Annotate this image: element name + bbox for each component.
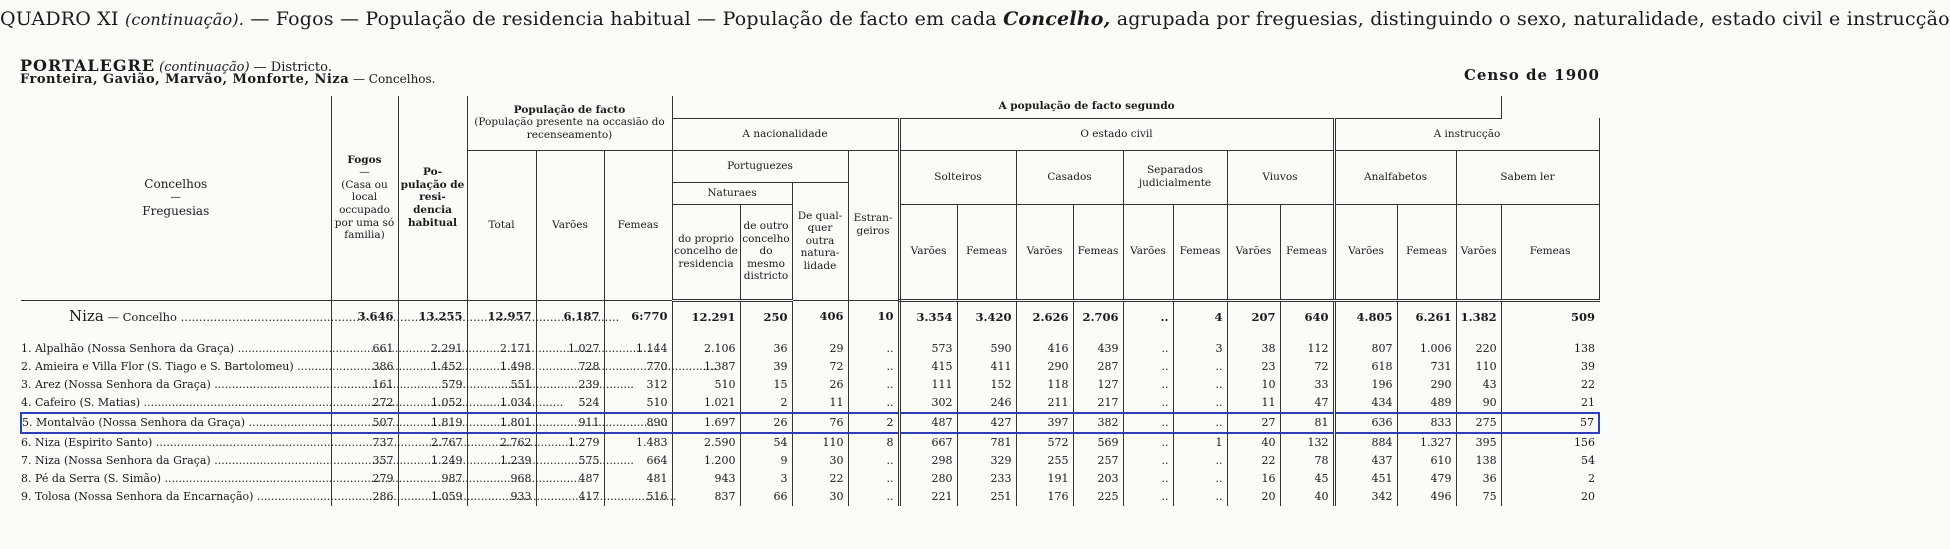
casados-femeas-header: Femeas (1073, 204, 1123, 300)
table-cell: 524 (536, 394, 604, 413)
table-cell: 138 (1456, 452, 1501, 470)
table-cell: .. (1123, 340, 1173, 358)
table-cell: 1.498 (467, 358, 536, 376)
table-cell: .. (1123, 358, 1173, 376)
table-cell: 618 (1334, 358, 1397, 376)
table-cell: 342 (1334, 488, 1397, 506)
table-cell: 661 (331, 340, 398, 358)
table-cell: 770 (604, 358, 672, 376)
table-cell: 807 (1334, 340, 1397, 358)
title-rest: agrupada por freguesias, distinguindo o sexo, naturalidade, estado civil e instrucção (1116, 8, 1950, 30)
table-cell: 1.034 (467, 394, 536, 413)
portuguezes-header: Portuguezes (672, 150, 848, 182)
table-cell: 220 (1456, 340, 1501, 358)
table-cell: 590 (957, 340, 1016, 358)
table-cell: 22 (792, 470, 848, 488)
table-cell: 8 (848, 433, 899, 452)
table-cell: 81 (1280, 413, 1334, 433)
table-cell: 225 (1073, 488, 1123, 506)
table-cell: 417 (536, 488, 604, 506)
table-cell: .. (1123, 452, 1173, 470)
table-cell: .. (1173, 470, 1227, 488)
table-cell: 250 (740, 300, 792, 332)
concelho-suffix: — Concelho (107, 310, 177, 324)
solteiros-femeas-header: Femeas (957, 204, 1016, 300)
analfabetos-femeas-header: Femeas (1397, 204, 1456, 300)
table-cell: .. (848, 470, 899, 488)
table-cell: 451 (1334, 470, 1397, 488)
table-cell: 610 (1397, 452, 1456, 470)
table-cell: .. (1123, 433, 1173, 452)
concelhos-suffix: — Concelhos. (352, 72, 436, 86)
table-cell: 837 (672, 488, 740, 506)
table-cell: 415 (899, 358, 957, 376)
table-cell: 54 (1501, 452, 1599, 470)
table-cell: .. (1173, 358, 1227, 376)
table-cell: 890 (604, 413, 672, 433)
casados-header: Casados (1016, 150, 1123, 204)
table-cell: 1.059 (398, 488, 467, 506)
table-cell: 6.187 (536, 300, 604, 332)
naturaes-header: Naturaes (672, 182, 792, 204)
table-cell: 90 (1456, 394, 1501, 413)
concelhos-header: Concelhos — Freguesias (21, 96, 331, 300)
table-row (21, 470, 1599, 488)
table-cell: 72 (792, 358, 848, 376)
table-cell: 298 (899, 452, 957, 470)
table-cell: 30 (792, 452, 848, 470)
separados-femeas-header: Femeas (1173, 204, 1227, 300)
table-cell: 23 (1227, 358, 1280, 376)
fogos-header: Fogos — (Casa ou local occupado por uma só familia) (331, 96, 398, 300)
table-cell: 152 (957, 376, 1016, 394)
table-cell: .. (1123, 394, 1173, 413)
table-cell: 286 (331, 488, 398, 506)
table-cell: 575 (536, 452, 604, 470)
table-cell: 6.261 (1397, 300, 1456, 332)
table-cell: .. (848, 376, 899, 394)
table-cell: 411 (957, 358, 1016, 376)
table-cell: 1.387 (672, 358, 740, 376)
table-cell: 667 (899, 433, 957, 452)
table-cell: 275 (1456, 413, 1501, 433)
table-cell: 3 (1173, 340, 1227, 358)
table-cell: 516 (604, 488, 672, 506)
table-cell: 10 (1227, 376, 1280, 394)
table-cell: 1.279 (536, 433, 604, 452)
nacionalidade-header: A nacionalidade (672, 118, 899, 150)
table-cell: 664 (604, 452, 672, 470)
table-cell: 1.697 (672, 413, 740, 433)
table-cell: 233 (957, 470, 1016, 488)
table-cell: 290 (1016, 358, 1073, 376)
census-table (20, 96, 1600, 506)
concelhos-line (20, 72, 436, 87)
table-row (21, 394, 1599, 413)
table-cell: 47 (1280, 394, 1334, 413)
table-cell: 884 (1334, 433, 1397, 452)
concelhos-list: Fronteira, Gavião, Marvão, Monforte, Niza (20, 72, 350, 87)
table-cell: 437 (1334, 452, 1397, 470)
freguesia-name: 4. Cafeiro (S. Matias) ..... (21, 394, 331, 413)
table-cell: 36 (740, 340, 792, 358)
table-cell: 11 (1227, 394, 1280, 413)
table-cell: 221 (899, 488, 957, 506)
table-cell: 72 (1280, 358, 1334, 376)
table-cell: 728 (536, 358, 604, 376)
proprio-header: do proprio concelho de residencia (672, 204, 740, 300)
table-cell: 1.006 (1397, 340, 1456, 358)
table-cell: 29 (792, 340, 848, 358)
table-cell: 118 (1016, 376, 1073, 394)
table-cell: 833 (1397, 413, 1456, 433)
table-cell: 3.420 (957, 300, 1016, 332)
table-cell: 3.354 (899, 300, 957, 332)
table-cell: 76 (792, 413, 848, 433)
table-cell: 416 (1016, 340, 1073, 358)
table-cell: .. (1173, 376, 1227, 394)
table-cell: 257 (1073, 452, 1123, 470)
table-cell: .. (1123, 470, 1173, 488)
varoes-header: Varões (536, 150, 604, 300)
freguesia-name: 6. Niza (Espirito Santo) ..... (21, 433, 331, 452)
table-cell: 26 (740, 413, 792, 433)
table-cell: 287 (1073, 358, 1123, 376)
table-cell: 138 (1501, 340, 1599, 358)
district-name: PORTALEGRE (20, 56, 156, 75)
freguesia-name: 5. Montalvão (Nossa Senhora da Graça) ..... (21, 413, 331, 433)
table-cell: 439 (1073, 340, 1123, 358)
freguesia-name: 1. Alpalhão (Nossa Senhora da Graça) ..... (21, 340, 331, 358)
table-cell: 2 (740, 394, 792, 413)
table-cell: 45 (1280, 470, 1334, 488)
table-cell: 1.144 (604, 340, 672, 358)
viuvos-varoes-header: Varões (1227, 204, 1280, 300)
table-cell: 2.706 (1073, 300, 1123, 332)
table-cell: 16 (1227, 470, 1280, 488)
table-cell: 191 (1016, 470, 1073, 488)
estado-civil-header: O estado civil (899, 118, 1334, 150)
table-cell: 1.452 (398, 358, 467, 376)
table-cell: .. (1123, 376, 1173, 394)
table-cell: 272 (331, 394, 398, 413)
table-cell: 39 (740, 358, 792, 376)
table-row (21, 452, 1599, 470)
table-cell: 26 (792, 376, 848, 394)
table-cell: 78 (1280, 452, 1334, 470)
table-cell: 731 (1397, 358, 1456, 376)
table-cell: 4 (1173, 300, 1227, 332)
table-row (21, 376, 1599, 394)
table-cell: 357 (331, 452, 398, 470)
table-cell: 161 (331, 376, 398, 394)
district-continuacao: (continuação) (159, 60, 250, 75)
page-title (0, 8, 1950, 30)
table-cell: 2.626 (1016, 300, 1073, 332)
table-cell: 1.200 (672, 452, 740, 470)
table-cell: 4.805 (1334, 300, 1397, 332)
solteiros-varoes-header: Varões (899, 204, 957, 300)
table-cell: .. (1173, 452, 1227, 470)
table-cell: 2.171 (467, 340, 536, 358)
census-label: Censo de 1900 (1463, 66, 1600, 84)
casados-varoes-header: Varões (1016, 204, 1073, 300)
table-cell: 110 (1456, 358, 1501, 376)
table-cell: 6:770 (604, 300, 672, 332)
table-cell: .. (848, 340, 899, 358)
table-cell: 509 (1501, 300, 1599, 332)
viuvos-femeas-header: Femeas (1280, 204, 1334, 300)
table-cell: .. (848, 394, 899, 413)
table-cell: 280 (899, 470, 957, 488)
table-row (21, 358, 1599, 376)
highlighted-row (21, 413, 1599, 433)
table-cell: 1.327 (1397, 433, 1456, 452)
table-cell: 251 (957, 488, 1016, 506)
table-cell: 987 (398, 470, 467, 488)
table-cell: 132 (1280, 433, 1334, 452)
table-cell: 111 (899, 376, 957, 394)
table-cell: 1.382 (1456, 300, 1501, 332)
table-cell: 20 (1227, 488, 1280, 506)
table-cell: 510 (604, 394, 672, 413)
table-cell: 39 (1501, 358, 1599, 376)
table-cell: 75 (1456, 488, 1501, 506)
table-cell: 30 (792, 488, 848, 506)
concelho-name: Niza (69, 307, 104, 325)
table-cell: 246 (957, 394, 1016, 413)
table-cell: .. (1123, 488, 1173, 506)
table-cell: 3 (740, 470, 792, 488)
table-body (21, 300, 1599, 506)
table-cell: 127 (1073, 376, 1123, 394)
table-cell: 1.239 (467, 452, 536, 470)
qualquer-header: De qual- quer outra natura- lidade (792, 182, 848, 300)
table-cell: 551 (467, 376, 536, 394)
table-row (21, 340, 1599, 358)
outro-header: de outro concelho do mesmo districto (740, 204, 792, 300)
table-cell: 572 (1016, 433, 1073, 452)
table-cell: 397 (1016, 413, 1073, 433)
table-cell: 1.052 (398, 394, 467, 413)
table-cell: 386 (331, 358, 398, 376)
segundo-header: A população de facto segundo (672, 96, 1501, 118)
table-cell: 12.291 (672, 300, 740, 332)
table-cell: 1.021 (672, 394, 740, 413)
table-cell: 66 (740, 488, 792, 506)
separados-varoes-header: Varões (1123, 204, 1173, 300)
table-cell: 54 (740, 433, 792, 452)
table-cell: 217 (1073, 394, 1123, 413)
table-cell: 1.819 (398, 413, 467, 433)
table-cell: .. (1123, 413, 1173, 433)
table-cell: .. (1173, 488, 1227, 506)
freguesia-name: 8. Pé da Serra (S. Simão) ..... (21, 470, 331, 488)
table-cell: 933 (467, 488, 536, 506)
table-cell: 395 (1456, 433, 1501, 452)
table-cell: 196 (1334, 376, 1397, 394)
table-cell: 481 (604, 470, 672, 488)
table-cell: 2 (848, 413, 899, 433)
table-cell: 2.106 (672, 340, 740, 358)
freguesia-name: 3. Arez (Nossa Senhora da Graça) ..... (21, 376, 331, 394)
table-cell: .. (848, 358, 899, 376)
table-cell: 507 (331, 413, 398, 433)
table-cell: 573 (899, 340, 957, 358)
table-cell: 290 (1397, 376, 1456, 394)
table-cell: 27 (1227, 413, 1280, 433)
table-cell: 12.957 (467, 300, 536, 332)
table-cell: 38 (1227, 340, 1280, 358)
pop-facto-header: População de facto (População presente na occasião do recenseamento) (467, 96, 672, 150)
table-cell: 487 (536, 470, 604, 488)
table-cell: 1.801 (467, 413, 536, 433)
quadro-label: QUADRO XI (0, 8, 119, 30)
table-cell: 207 (1227, 300, 1280, 332)
table-cell: 911 (536, 413, 604, 433)
table-cell: 21 (1501, 394, 1599, 413)
table-cell: 427 (957, 413, 1016, 433)
freguesia-name: 9. Tolosa (Nossa Senhora da Encarnação) ..... (21, 488, 331, 506)
table-cell: 40 (1280, 488, 1334, 506)
title-main: — Fogos — População de residencia habitual — População de facto em cada (250, 8, 997, 30)
table-cell: 302 (899, 394, 957, 413)
title-concelho: Concelho, (1003, 8, 1111, 30)
analfabetos-header: Analfabetos (1334, 150, 1456, 204)
table-cell: 2.291 (398, 340, 467, 358)
table-cell: 57 (1501, 413, 1599, 433)
freguesia-name (21, 300, 331, 332)
table-cell: 255 (1016, 452, 1073, 470)
pop-res-header: Po- pulação de resi- dencia habitual (398, 96, 467, 300)
continuacao-label: (continuação). (124, 10, 245, 29)
table-cell: 579 (398, 376, 467, 394)
table-cell: 382 (1073, 413, 1123, 433)
table-cell: 33 (1280, 376, 1334, 394)
table-row (21, 433, 1599, 452)
table-cell: 203 (1073, 470, 1123, 488)
table-cell: 1 (1173, 433, 1227, 452)
table-cell: 968 (467, 470, 536, 488)
estrangeiros-header: Estran- geiros (848, 150, 899, 300)
total-header: Total (467, 150, 536, 300)
district-suffix: — Districto. (253, 60, 332, 75)
table-cell: 312 (604, 376, 672, 394)
solteiros-header: Solteiros (899, 150, 1016, 204)
table-cell: 211 (1016, 394, 1073, 413)
table-cell: 43 (1456, 376, 1501, 394)
table-cell: 489 (1397, 394, 1456, 413)
sabem-femeas-header: Femeas (1501, 204, 1599, 300)
table-cell: 239 (536, 376, 604, 394)
table-cell: 2.767 (398, 433, 467, 452)
table-cell: 36 (1456, 470, 1501, 488)
table-cell: 781 (957, 433, 1016, 452)
table-cell: 406 (792, 300, 848, 332)
table-cell: 2 (1501, 470, 1599, 488)
table-cell: 2.590 (672, 433, 740, 452)
table-cell: 1.249 (398, 452, 467, 470)
table-cell: 110 (792, 433, 848, 452)
table-cell: 510 (672, 376, 740, 394)
table-cell: 112 (1280, 340, 1334, 358)
table-cell: 1.483 (604, 433, 672, 452)
table-cell: 737 (331, 433, 398, 452)
freguesia-name: 7. Niza (Nossa Senhora da Graça) ..... (21, 452, 331, 470)
viuvos-header: Viuvos (1227, 150, 1334, 204)
table-cell: 636 (1334, 413, 1397, 433)
femeas-header: Femeas (604, 150, 672, 300)
table-cell: 15 (740, 376, 792, 394)
instruccao-header: A instrucção (1334, 118, 1599, 150)
table-cell: 479 (1397, 470, 1456, 488)
table-cell: 156 (1501, 433, 1599, 452)
freguesia-name: 2. Amieira e Villa Flor (S. Tiago e S. Bartolomeu) ..... (21, 358, 331, 376)
table-cell: 329 (957, 452, 1016, 470)
table-cell: 1.027 (536, 340, 604, 358)
sabem-ler-header: Sabem ler (1456, 150, 1599, 204)
table-cell: .. (1173, 413, 1227, 433)
table-cell: .. (1123, 300, 1173, 332)
table-cell: 569 (1073, 433, 1123, 452)
table-cell: 487 (899, 413, 957, 433)
table-cell: 10 (848, 300, 899, 332)
table-cell: 20 (1501, 488, 1599, 506)
table-cell: .. (848, 452, 899, 470)
table-cell: 9 (740, 452, 792, 470)
table-cell: .. (848, 488, 899, 506)
table-cell: 11 (792, 394, 848, 413)
table-cell: 2.762 (467, 433, 536, 452)
table-row (21, 488, 1599, 506)
table-cell: 176 (1016, 488, 1073, 506)
table-cell: 943 (672, 470, 740, 488)
table-cell: 22 (1227, 452, 1280, 470)
total-row (21, 300, 1599, 332)
table-cell: 3.646 (331, 300, 398, 332)
table-cell: .. (1173, 394, 1227, 413)
analfabetos-varoes-header: Varões (1334, 204, 1397, 300)
table-cell: 640 (1280, 300, 1334, 332)
sabem-varoes-header: Varões (1456, 204, 1501, 300)
separados-header: Separados judicialmente (1123, 150, 1227, 204)
table-cell: 279 (331, 470, 398, 488)
table-cell: 434 (1334, 394, 1397, 413)
table-cell: 13.255 (398, 300, 467, 332)
table-cell: 496 (1397, 488, 1456, 506)
table-cell: 22 (1501, 376, 1599, 394)
table-cell: 40 (1227, 433, 1280, 452)
